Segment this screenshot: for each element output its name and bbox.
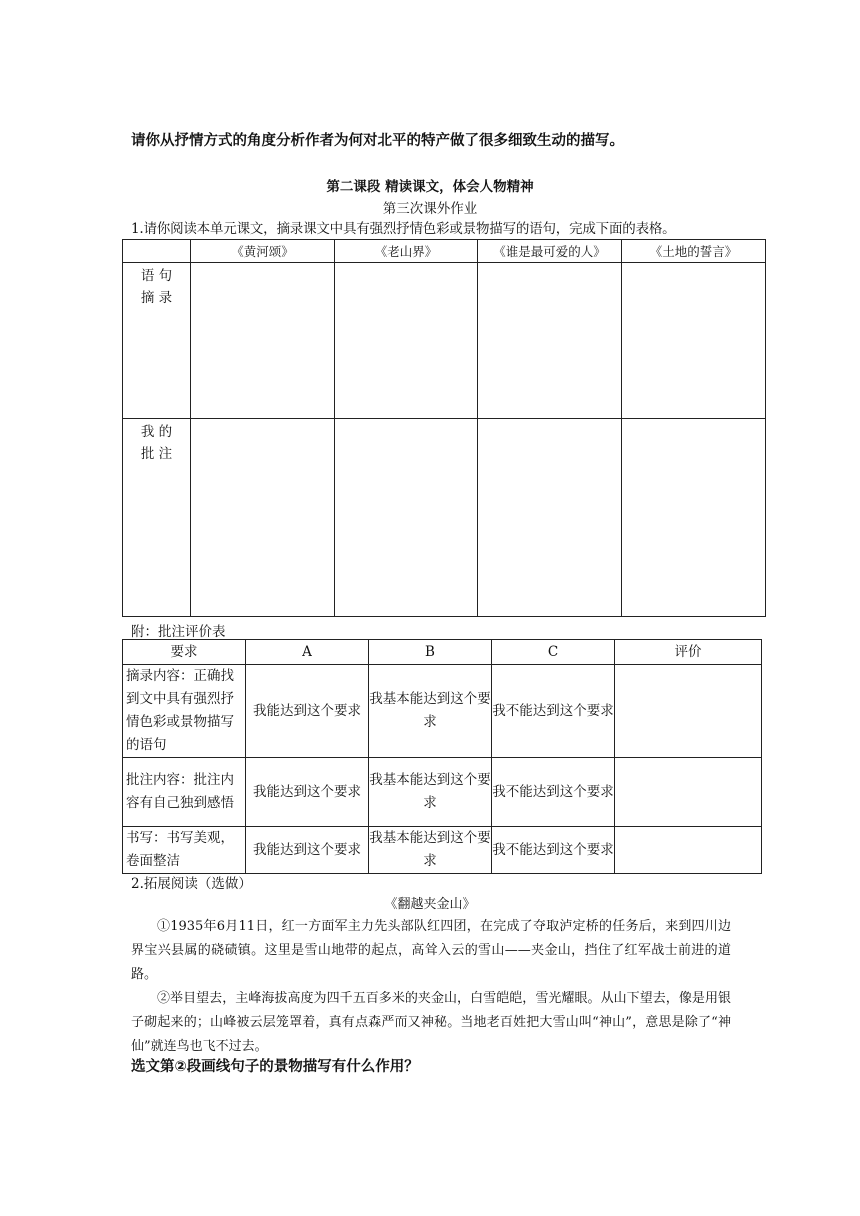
annotation-row: [123, 419, 766, 617]
answer-cell[interactable]: [191, 263, 335, 419]
evaluation-row: [123, 827, 762, 874]
answer-cell[interactable]: [335, 419, 478, 617]
evaluation-cell[interactable]: [615, 665, 762, 758]
level-c-cell: 我不能达到这个要求: [492, 758, 615, 827]
evaluation-cell[interactable]: [615, 758, 762, 827]
level-a-cell: 我能达到这个要求: [246, 758, 369, 827]
answer-cell[interactable]: [478, 419, 622, 617]
header-cell: 要求: [123, 640, 246, 665]
column-header: 《黄河颂》: [191, 240, 335, 263]
homework-title: 第三次课外作业: [382, 201, 478, 217]
column-header: 《土地的誓言》: [622, 240, 766, 263]
requirement-cell: 书写：书写美观，卷面整洁: [123, 827, 246, 874]
excerpt-table: [122, 239, 766, 617]
level-a-cell: 我能达到这个要求: [246, 665, 369, 758]
requirement-cell: 批注内容：批注内容有自己独到感悟: [123, 758, 246, 827]
excerpt-row: [123, 263, 766, 419]
answer-cell[interactable]: [335, 263, 478, 419]
evaluation-row: [123, 758, 762, 827]
excerpt-table-header: [123, 240, 766, 263]
row-label-annotation: [123, 419, 191, 617]
extension-title: 2.拓展阅读（选做）: [131, 876, 252, 892]
reading-paragraph-2: ②举目望去，主峰海拔高度为四千五百多米的夹金山，白雪皑皑，雪光耀眼。从山下望去，像是用银子砌起来的；山峰被云层笼罩着，真有点森严而又神秘。当地老百姓把大雪山叫“神山”，意思是除了“神仙”就连鸟也飞不过去。: [131, 991, 731, 1054]
level-b-cell: 我基本能达到这个要求: [369, 758, 492, 827]
evaluation-row: [123, 665, 762, 758]
column-header: 《谁是最可爱的人》: [478, 240, 622, 263]
row-label-line: 语 句: [140, 268, 173, 284]
row-label-line: 摘 录: [140, 290, 173, 306]
row-label-line: 我 的: [140, 424, 173, 440]
row-label-line: 批 注: [140, 446, 173, 462]
header-cell: C: [492, 640, 615, 665]
section-title: 第二课段 精读课文，体会人物精神: [326, 179, 534, 195]
answer-cell[interactable]: [478, 263, 622, 419]
column-header: 《老山界》: [335, 240, 478, 263]
level-b-cell: 我基本能达到这个要求: [369, 827, 492, 874]
answer-cell[interactable]: [622, 263, 766, 419]
answer-cell[interactable]: [191, 419, 335, 617]
appendix-title: 附：批注评价表: [131, 624, 226, 640]
question-top: 请你从抒情方式的角度分析作者为何对北平的特产做了很多细致生动的描写。: [131, 133, 624, 149]
row-label-excerpt: [123, 263, 191, 419]
instruction-text: 1.请你阅读本单元课文，摘录课文中具有强烈抒情色彩或景物描写的语句，完成下面的表格。: [131, 221, 676, 237]
header-cell: B: [369, 640, 492, 665]
excerpt-corner-cell: [123, 240, 191, 263]
reading-title: 《翻越夹金山》: [384, 897, 476, 912]
evaluation-cell[interactable]: [615, 827, 762, 874]
requirement-cell: 摘录内容：正确找到文中具有强烈抒情色彩或景物描写的语句: [123, 665, 246, 758]
level-c-cell: 我不能达到这个要求: [492, 827, 615, 874]
evaluation-table: [122, 639, 762, 874]
level-b-cell: 我基本能达到这个要求: [369, 665, 492, 758]
header-cell: 评价: [615, 640, 762, 665]
level-a-cell: 我能达到这个要求: [246, 827, 369, 874]
reading-paragraph-1: ①1935年6月11日，红一方面军主力先头部队红四团，在完成了夺取泸定桥的任务后，来到四川边界宝兴县属的硗碛镇。这里是雪山地带的起点，高耸入云的雪山——夹金山，挡住了红军战士前进的道路。: [131, 919, 731, 982]
level-c-cell: 我不能达到这个要求: [492, 665, 615, 758]
evaluation-header: [123, 640, 762, 665]
answer-cell[interactable]: [622, 419, 766, 617]
header-cell: A: [246, 640, 369, 665]
question-bottom: 选文第②段画线句子的景物描写有什么作用？: [131, 1059, 419, 1075]
